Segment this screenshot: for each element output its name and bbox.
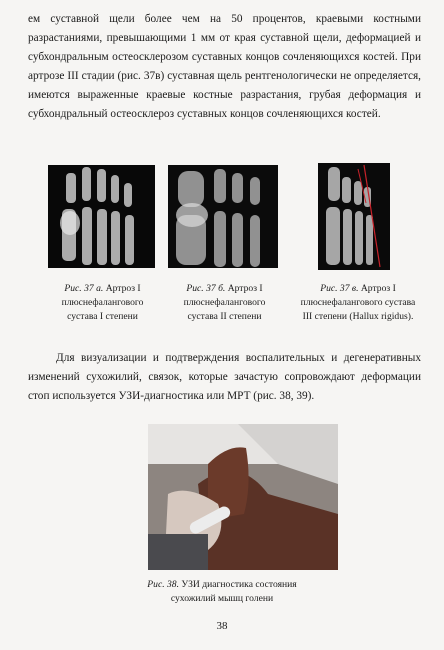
caption-37c-line1: Артроз I [358,283,396,294]
caption-37c [284,282,432,324]
caption-37b-line2: плюснефалангового [183,297,266,308]
page-number: 38 [216,620,228,632]
xray-image-37c [318,163,390,270]
caption-38-label: Рис. 38. [147,579,180,590]
caption-37c-line3: III степени (Hallux rigidus). [302,311,414,322]
paragraph-top: ем суставной щели более чем на 50 процентов, краевыми костными разрастаниями, превышающими 1 мм от края суставной щели, деформацией и субхондральным остеосклерозом суставных концов сочленяющихся костей. При артрозе III стадии (рис. 37в) суставная щель рентгенологически не определяется, имеются выраженные краевые костные разрастания, грубая деформация и субхондральный остеосклероз суставных концов сочленяющихся костей. [28,13,421,120]
caption-37a-label: Рис. 37 а. [64,283,104,294]
caption-37a-line1: Артроз I [103,283,141,294]
xray-image-37b [168,165,278,268]
caption-38-line1: УЗИ диагностика состояния [179,579,297,590]
xray-image-37a [48,165,155,268]
caption-37b [152,282,297,324]
caption-37c-label: Рис. 37 в. [320,283,359,294]
ultrasound-photo-38 [148,424,338,570]
caption-37b-line3: сустава II степени [187,311,262,322]
caption-38-line2: сухожилий мышц голени [170,593,274,604]
paragraph-mid: Для визуализации и подтверждения воспалительных и дегенеративных изменений сухожилий, связок, которые зачастую сопровождают деформации стоп используется УЗИ-диагностика или МРТ (рис. 38, 39). [28,352,421,402]
caption-37a-line3: сустава I степени [67,311,138,322]
caption-37b-line1: Артроз I [225,283,263,294]
caption-37b-label: Рис. 37 б. [186,283,226,294]
caption-37a-line2: плюснефалангового [61,297,144,308]
caption-37c-line2: плюснефалангового сустава [300,297,416,308]
caption-38 [100,578,344,606]
